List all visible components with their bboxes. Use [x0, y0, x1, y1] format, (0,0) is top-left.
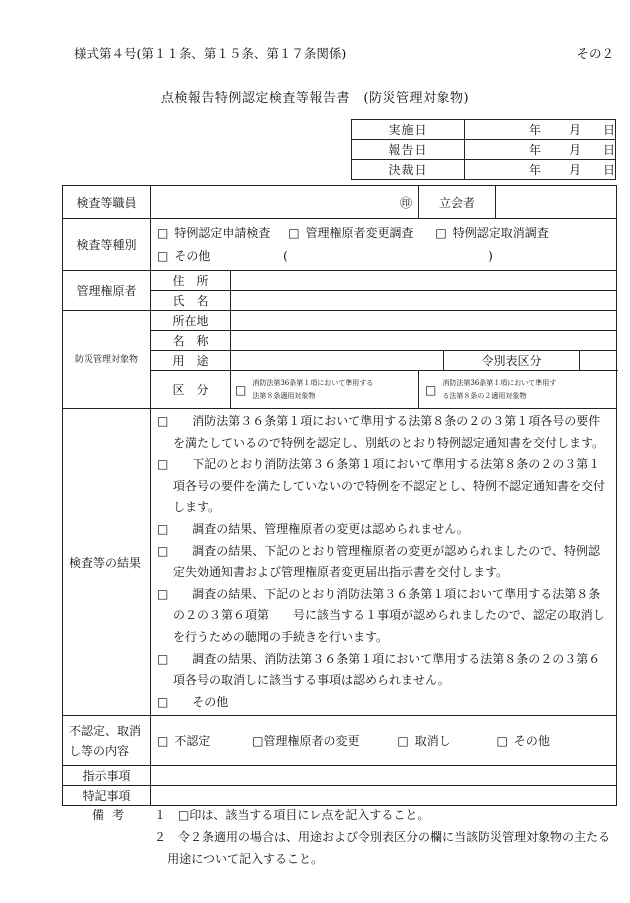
target-name-label: 名 称: [151, 331, 231, 351]
result-item: □ 調査の結果、管理権原者の変更は認められません。: [157, 519, 610, 541]
inspection-type-options: □ 特例認定申請検査 □ 管理権原者変更調査 □ 特例認定取消調査 □ その他 ( ): [151, 219, 617, 271]
page-tag: その２: [576, 46, 614, 61]
checkbox[interactable]: □: [235, 382, 247, 397]
date-value[interactable]: 年 月 日: [465, 120, 616, 140]
document-title: 点検報告特例認定検査等報告書 (防災管理対象物): [160, 91, 470, 106]
inspection-type-label: 検査等種別: [63, 219, 151, 271]
owner-address-field[interactable]: [231, 271, 617, 291]
checkbox[interactable]: □: [157, 521, 169, 536]
checkbox[interactable]: □: [425, 382, 437, 397]
checkbox[interactable]: □: [397, 734, 409, 749]
owner-address-label: 住 所: [151, 271, 231, 291]
date-row: [352, 120, 616, 140]
checkbox[interactable]: □: [435, 225, 447, 240]
result-item: □ 調査の結果、下記のとおり消防法第３６条第１項において準用する法第８条の２の３第６項第 号に該当する１事項が認められましたので、認定の取消しを行うための聴聞の手続きを行います。: [157, 584, 610, 649]
notes-heading: 備考: [92, 808, 133, 822]
table-class-label: 令別表区分: [444, 351, 580, 371]
checkbox[interactable]: □: [157, 543, 169, 558]
inspector-field[interactable]: [151, 186, 419, 219]
date-value[interactable]: 年 月 日: [465, 160, 616, 180]
main-form-table: [62, 185, 617, 806]
note-item: ２ 令２条適用の場合は、用途および令別表区分の欄に当該防災管理対象物の主たる用途について記入すること。: [154, 830, 611, 866]
checkbox[interactable]: □: [157, 694, 169, 709]
note-item: １ □印は、該当する項目にレ点を記入すること。: [154, 808, 430, 822]
checkbox[interactable]: □: [157, 414, 169, 428]
result-label: 検査等の結果: [63, 409, 151, 716]
date-table: [351, 119, 616, 180]
checkbox[interactable]: □: [157, 651, 169, 666]
disposition-label: 不認定、取消し等の内容: [63, 716, 151, 766]
checkbox[interactable]: □: [157, 248, 169, 263]
seal-mark: ㊞: [400, 195, 413, 210]
date-label: 決裁日: [352, 160, 465, 180]
table-class-field[interactable]: [580, 351, 617, 371]
result-item: □ 調査の結果、下記のとおり管理権原者の変更が認められましたので、特例認定失効通知書および管理権原者変更届出指示書を交付します。: [157, 541, 610, 584]
result-item: □ その他: [157, 692, 610, 714]
date-row: [352, 140, 616, 160]
checkbox[interactable]: □: [157, 457, 169, 472]
disposition-options: □ 不認定 □管理権原者の変更 □ 取消し □ その他: [151, 716, 617, 766]
instructions-label: 指示事項: [63, 766, 151, 786]
target-name-field[interactable]: [231, 331, 617, 351]
checkbox[interactable]: □: [288, 225, 300, 240]
checkbox[interactable]: □: [496, 734, 508, 749]
result-options: [151, 409, 617, 716]
checkbox[interactable]: □: [157, 734, 169, 749]
result-item: □ 調査の結果、消防法第３６条第１項において準用する法第８条の２の３第６項各号の取消しに該当する事項は認められません。: [157, 649, 610, 692]
target-use-field[interactable]: [231, 351, 444, 371]
form-number: 様式第４号(第１１条、第１５条、第１７条関係): [74, 46, 347, 61]
category-option-2[interactable]: □ 消防法第36条第１項において準用す る法第８条の２適用対象物: [419, 371, 617, 409]
category-option-1[interactable]: □ 消防法第36条第１項において準用する 法第８条適用対象物: [231, 371, 419, 409]
target-location-field[interactable]: [231, 311, 617, 331]
result-item: □ 消防法第３６条第１項において準用する法第８条の２の３第１項各号の要件を満たしているので特例を認定し、別紙のとおり特例認定通知書を交付します。: [157, 411, 610, 454]
checkbox[interactable]: □: [157, 225, 169, 240]
date-row: [352, 160, 616, 180]
owner-name-label: 氏 名: [151, 291, 231, 311]
date-label: 実施日: [352, 120, 465, 140]
owner-name-field[interactable]: [231, 291, 617, 311]
witness-label: 立会者: [419, 186, 496, 219]
special-notes-field[interactable]: [151, 786, 617, 806]
category-label: 区 分: [151, 371, 231, 409]
checkbox[interactable]: □: [252, 734, 264, 749]
target-location-label: 所在地: [151, 311, 231, 331]
date-label: 報告日: [352, 140, 465, 160]
target-use-label: 用 途: [151, 351, 231, 371]
result-item: □ 下記のとおり消防法第３６条第１項において準用する法第８条の２の３第１項各号の要件を満たしていないので特例を不認定とし、特例不認定通知書を交付します。: [157, 454, 610, 519]
instructions-field[interactable]: [151, 766, 617, 786]
special-notes-label: 特記事項: [63, 786, 151, 806]
owner-label: 管理権原者: [63, 271, 151, 311]
target-label: 防災管理対象物: [63, 311, 151, 409]
date-value[interactable]: 年 月 日: [465, 140, 616, 160]
inspector-label: 検査等職員: [63, 186, 151, 219]
checkbox[interactable]: □: [157, 586, 169, 601]
witness-field[interactable]: [496, 186, 617, 219]
